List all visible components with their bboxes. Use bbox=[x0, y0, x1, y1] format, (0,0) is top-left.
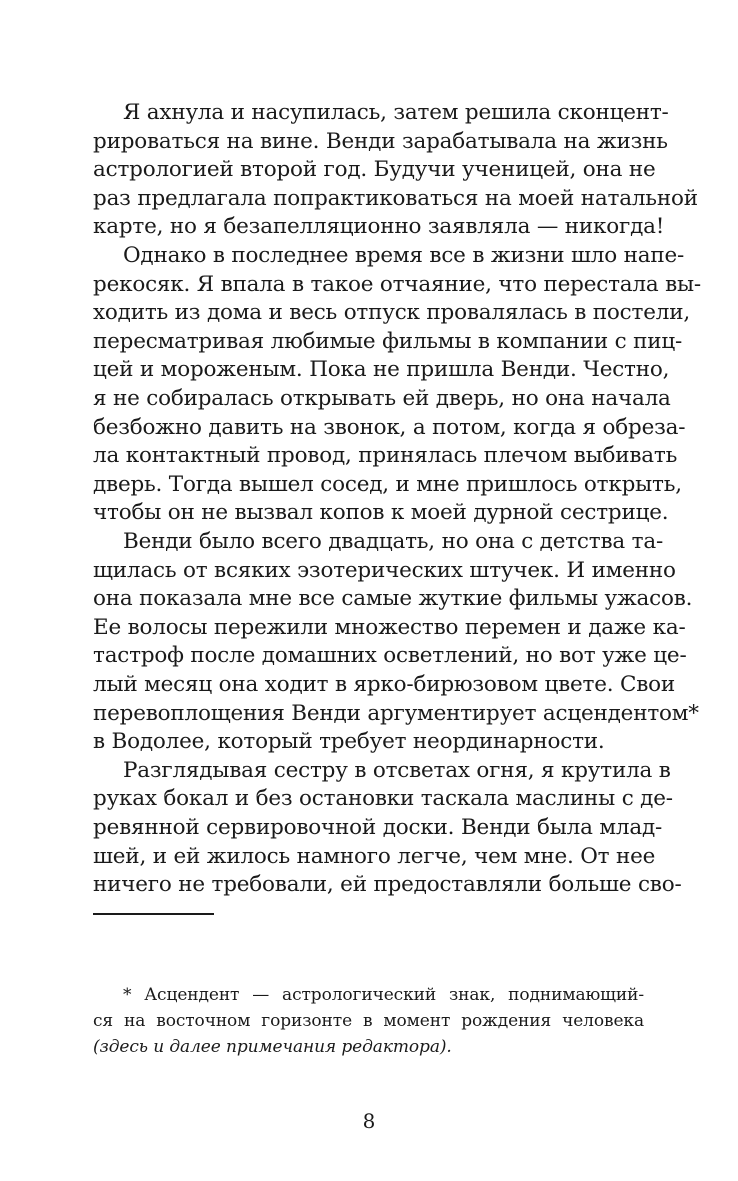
text-line: ходить из дома и весь отпуск провалялась в постели, bbox=[93, 300, 690, 326]
text-line: шей, и ей жилось намного легче, чем мне. От нее bbox=[93, 843, 656, 869]
text-line: пересматривая любимые фильмы в компании с пиц- bbox=[93, 328, 683, 354]
text-line: перевоплощения Венди аргументирует асцендентом* bbox=[93, 700, 699, 726]
text-line: лый месяц она ходит в ярко-бирюзовом цвете. Свои bbox=[93, 672, 676, 697]
text-line: безбожно давить на звонок, а потом, когда я обреза- bbox=[93, 414, 686, 440]
footnote-rule bbox=[93, 913, 214, 915]
footnote-editor-note: (здесь и далее примечания редактора). bbox=[93, 1037, 452, 1057]
text-line: руках бокал и без остановки таскала маслины с де- bbox=[93, 786, 673, 812]
text-line: щилась от всяких эзотерических штучек. И именно bbox=[93, 557, 676, 583]
text-line: чтобы он не вызвал копов к моей дурной сестрице. bbox=[93, 500, 669, 526]
text-line: карте, но я безапелляционно заявляла — никогда! bbox=[93, 214, 665, 240]
text-line: дверь. Тогда вышел сосед, и мне пришлось открыть, bbox=[93, 471, 682, 497]
text-line: Я ахнула и насупилась, затем решила сконцент- bbox=[123, 100, 669, 125]
text-line: рекосяк. Я впала в такое отчаяние, что перестала вы- bbox=[93, 271, 701, 297]
text-line: рироваться на вине. Венди зарабатывала на жизнь bbox=[93, 128, 668, 154]
page-number: 8 bbox=[362, 1109, 376, 1133]
text-line: она показала мне все самые жуткие фильмы ужасов. bbox=[93, 586, 693, 612]
text-line: ла контактный провод, принялась плечом выбивать bbox=[93, 443, 678, 469]
text-line: цей и мороженым. Пока не пришла Венди. Честно, bbox=[93, 357, 670, 383]
footnote-line: ся на восточном горизонте в момент рождения человека bbox=[93, 1011, 644, 1031]
text-line: Однако в последнее время все в жизни шло напе- bbox=[123, 243, 685, 268]
footnote-line bbox=[93, 1034, 644, 1060]
text-line: Разглядывая сестру в отсветах огня, я крутила в bbox=[123, 757, 671, 783]
footnote-line: * Асцендент — астрологический знак, поднимающий- bbox=[123, 985, 644, 1005]
text-line: Ее волосы пережили множество перемен и даже ка- bbox=[93, 614, 686, 640]
text-line: ничего не требовали, ей предоставляли больше сво- bbox=[93, 872, 682, 898]
text-line: астрологией второй год. Будучи ученицей, она не bbox=[93, 157, 656, 183]
text-line: ревянной сервировочной доски. Венди была млад- bbox=[93, 815, 663, 840]
text-line: в Водолее, который требует неординарности. bbox=[93, 729, 605, 755]
text-line: тастроф после домашних осветлений, но вот уже це- bbox=[93, 643, 687, 669]
text-line: Венди было всего двадцать, но она с детства та- bbox=[123, 529, 664, 554]
text-line: раз предлагала попрактиковаться на моей натальной bbox=[93, 185, 698, 211]
text-line: я не собиралась открывать ей дверь, но она начала bbox=[93, 386, 671, 411]
